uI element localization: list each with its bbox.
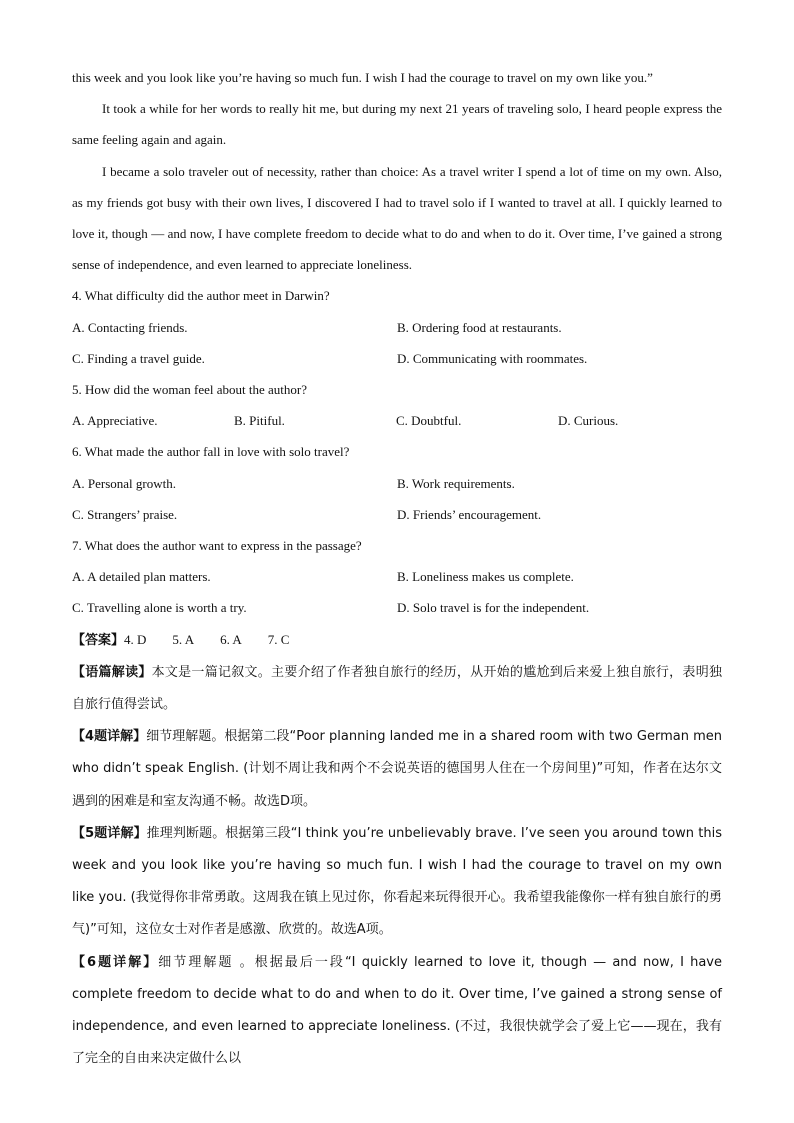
option: C. Travelling alone is worth a try.: [72, 600, 247, 616]
question-stem: 7. What does the author want to express in the passage?: [72, 538, 362, 554]
explanation-text: 推理判断题。根据第三段“I think you’re unbelievably brave. I’ve seen you around town this week and you look like you’re having so much fun. I wish I had the courage to travel on my own like you. (我觉得你非常勇敢。这周我在镇上见过你，你看起来玩得很开心。我希望我能像你一样有独自旅行的勇气)”可知，这位女士对作者是感激、欣赏的。故选A项。: [72, 825, 722, 938]
question: [72, 280, 722, 374]
question-stem: 6. What made the author fall in love with solo travel?: [72, 444, 350, 460]
option: C. Finding a travel guide.: [72, 350, 205, 366]
question-stem: 5. How did the woman feel about the author?: [72, 382, 308, 398]
option: B. Pitiful.: [234, 413, 285, 429]
option: D. Communicating with roommates.: [397, 350, 588, 366]
question-explanation: [72, 946, 722, 1075]
option: C. Strangers’ praise.: [72, 506, 178, 522]
option: A. Contacting friends.: [72, 319, 188, 335]
option: A. Personal growth.: [72, 475, 176, 491]
passage-paragraph: It took a while for her words to really hit me, but during my next 21 years of traveling solo, I heard people express the same feeling again and again.: [72, 101, 722, 148]
analysis-label: 【语篇解读】: [72, 664, 152, 680]
question-explanation: [72, 817, 722, 946]
answer-item: 6. A: [220, 631, 242, 647]
answer-key: [72, 624, 722, 656]
analysis-text: 本文是一篇记叙文。主要介绍了作者独自旅行的经历，从开始的尴尬到后来爱上独自旅行，表明独自旅行值得尝试。: [72, 664, 722, 713]
option: C. Doubtful.: [396, 413, 462, 429]
explanation-label: 【5题详解】: [72, 825, 147, 841]
explanation-text: 细节理解题。根据第二段“Poor planning landed me in a shared room with two German men who didn’t speak English. (计划不周让我和两个不会说英语的德国男人住在一个房间里)”可知，作者在达尔文遇到的困难是和室友沟通不畅。故选D项。: [72, 729, 723, 809]
question-explanation: [72, 720, 722, 817]
explanation-label: 【4题详解】: [72, 729, 147, 745]
option: B. Work requirements.: [397, 475, 515, 491]
answer-item: 4. D: [124, 631, 147, 647]
option: A. A detailed plan matters.: [72, 569, 211, 585]
question-stem: 4. What difficulty did the author meet in Darwin?: [72, 288, 330, 304]
answer-item: 7. C: [267, 631, 290, 647]
option: D. Solo travel is for the independent.: [397, 600, 590, 616]
explanation-label: 【6题详解】: [72, 954, 159, 970]
passage-analysis: [72, 656, 722, 720]
document-page: [72, 62, 722, 1075]
explanation-text: 细节理解题 。根据最后一段“I quickly learned to love it, though — and now, I have complete freedom to decide what to do and when to do it. Over time, I’ve gained a strong sense of independence, and even learned to appreciate loneliness. (不过，我很快就学会了爱上它——现在，我有了完全的自由来决定做什么以: [72, 954, 722, 1067]
option: D. Curious.: [558, 413, 619, 429]
option: B. Ordering food at restaurants.: [397, 319, 562, 335]
question: [72, 374, 722, 436]
passage-paragraph: I became a solo traveler out of necessity, rather than choice: As a travel writer I spend a lot of time on my own. Also, as my friends got busy with their own lives, I discovered I had to travel solo if I wanted to travel at all. I quickly learned to love it, though — and now, I have complete freedom to decide what to do and when to do it. Over time, I’ve gained a strong sense of independence, and even learned to appreciate loneliness.: [72, 163, 722, 273]
answer-label: 【答案】: [72, 632, 125, 648]
option: A. Appreciative.: [72, 413, 158, 429]
option: D. Friends’ encouragement.: [397, 506, 542, 522]
question: [72, 436, 722, 530]
question: [72, 530, 722, 624]
option: B. Loneliness makes us complete.: [397, 569, 574, 585]
answer-item: 5. A: [172, 631, 195, 647]
passage-paragraph-tail: this week and you look like you’re having so much fun. I wish I had the courage to travel on my own like you.”: [72, 70, 653, 85]
